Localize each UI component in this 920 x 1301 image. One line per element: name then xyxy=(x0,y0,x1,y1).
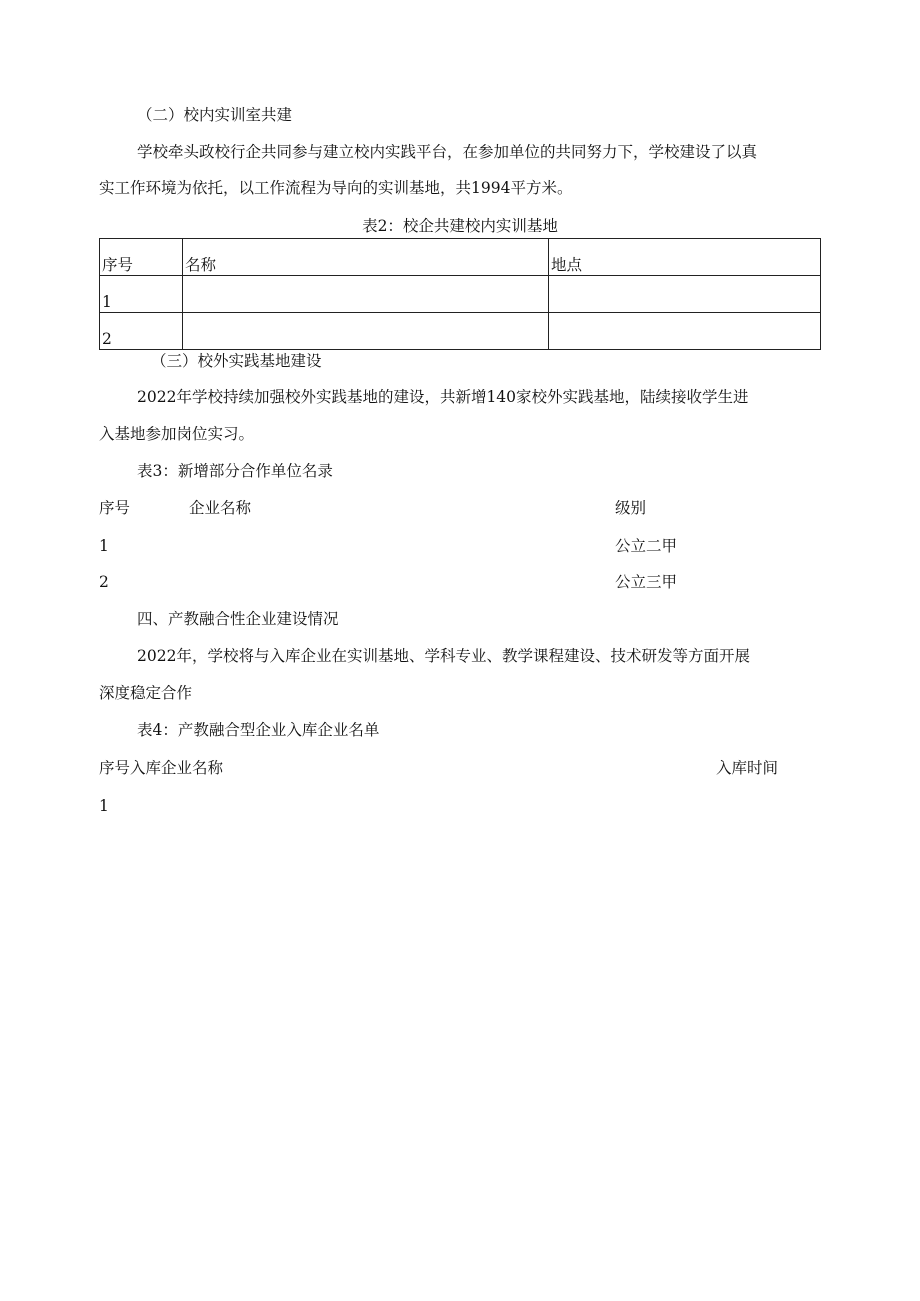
table-3-header-cell: 序号 xyxy=(99,499,131,517)
section-2-paragraph-line-2: 实工作环境为依托，以工作流程为导向的实训基地，共1994平方米。 xyxy=(99,179,573,197)
table-4-header-cell: 入库时间 xyxy=(716,759,779,777)
table-4-header-cell: 序号入库企业名称 xyxy=(99,759,224,777)
table-4-caption: 表4：产教融合型企业入库企业名单 xyxy=(137,721,380,739)
section-3-heading: （三）校外实践基地建设 xyxy=(151,352,322,370)
table-row xyxy=(100,276,821,313)
section-4-paragraph-line-1: 2022年，学校将与入库企业在实训基地、学科专业、教学课程建设、技术研发等方面开展 xyxy=(137,647,750,665)
table-2-cell xyxy=(183,313,549,350)
section-2-paragraph-line-1: 学校牵头政校行企共同参与建立校内实践平台，在参加单位的共同努力下，学校建设了以真 xyxy=(137,143,758,161)
table-3-cell: 公立二甲 xyxy=(615,537,678,555)
table-2-header-cell: 序号 xyxy=(100,239,183,276)
table-3-header-cell: 企业名称 xyxy=(189,499,252,517)
table-3-cell: 公立三甲 xyxy=(615,573,678,591)
section-3-paragraph-line-2: 入基地参加岗位实习。 xyxy=(99,425,255,443)
table-3-header-cell: 级别 xyxy=(615,499,647,517)
table-2-cell: 2 xyxy=(100,313,183,350)
section-2-heading: （二）校内实训室共建 xyxy=(137,106,293,124)
table-2-header-row xyxy=(100,239,821,276)
table-2-cell xyxy=(549,313,821,350)
table-2-cell xyxy=(549,276,821,313)
table-3-caption: 表3：新增部分合作单位名录 xyxy=(137,462,333,480)
section-4-paragraph-line-2: 深度稳定合作 xyxy=(99,684,193,702)
table-row xyxy=(100,313,821,350)
table-2-cell xyxy=(183,276,549,313)
table-2-header-cell: 地点 xyxy=(549,239,821,276)
table-2-cell: 1 xyxy=(100,276,183,313)
section-4-heading: 四、产教融合性企业建设情况 xyxy=(137,610,339,628)
table-4-cell: 1 xyxy=(99,797,109,815)
table-2 xyxy=(99,238,821,350)
table-3-cell: 2 xyxy=(99,573,109,591)
table-3-cell: 1 xyxy=(99,537,109,555)
section-3-paragraph-line-1: 2022年学校持续加强校外实践基地的建设，共新增140家校外实践基地，陆续接收学生进 xyxy=(137,388,749,406)
table-2-caption: 表2：校企共建校内实训基地 xyxy=(362,217,558,235)
table-2-header-cell: 名称 xyxy=(183,239,549,276)
